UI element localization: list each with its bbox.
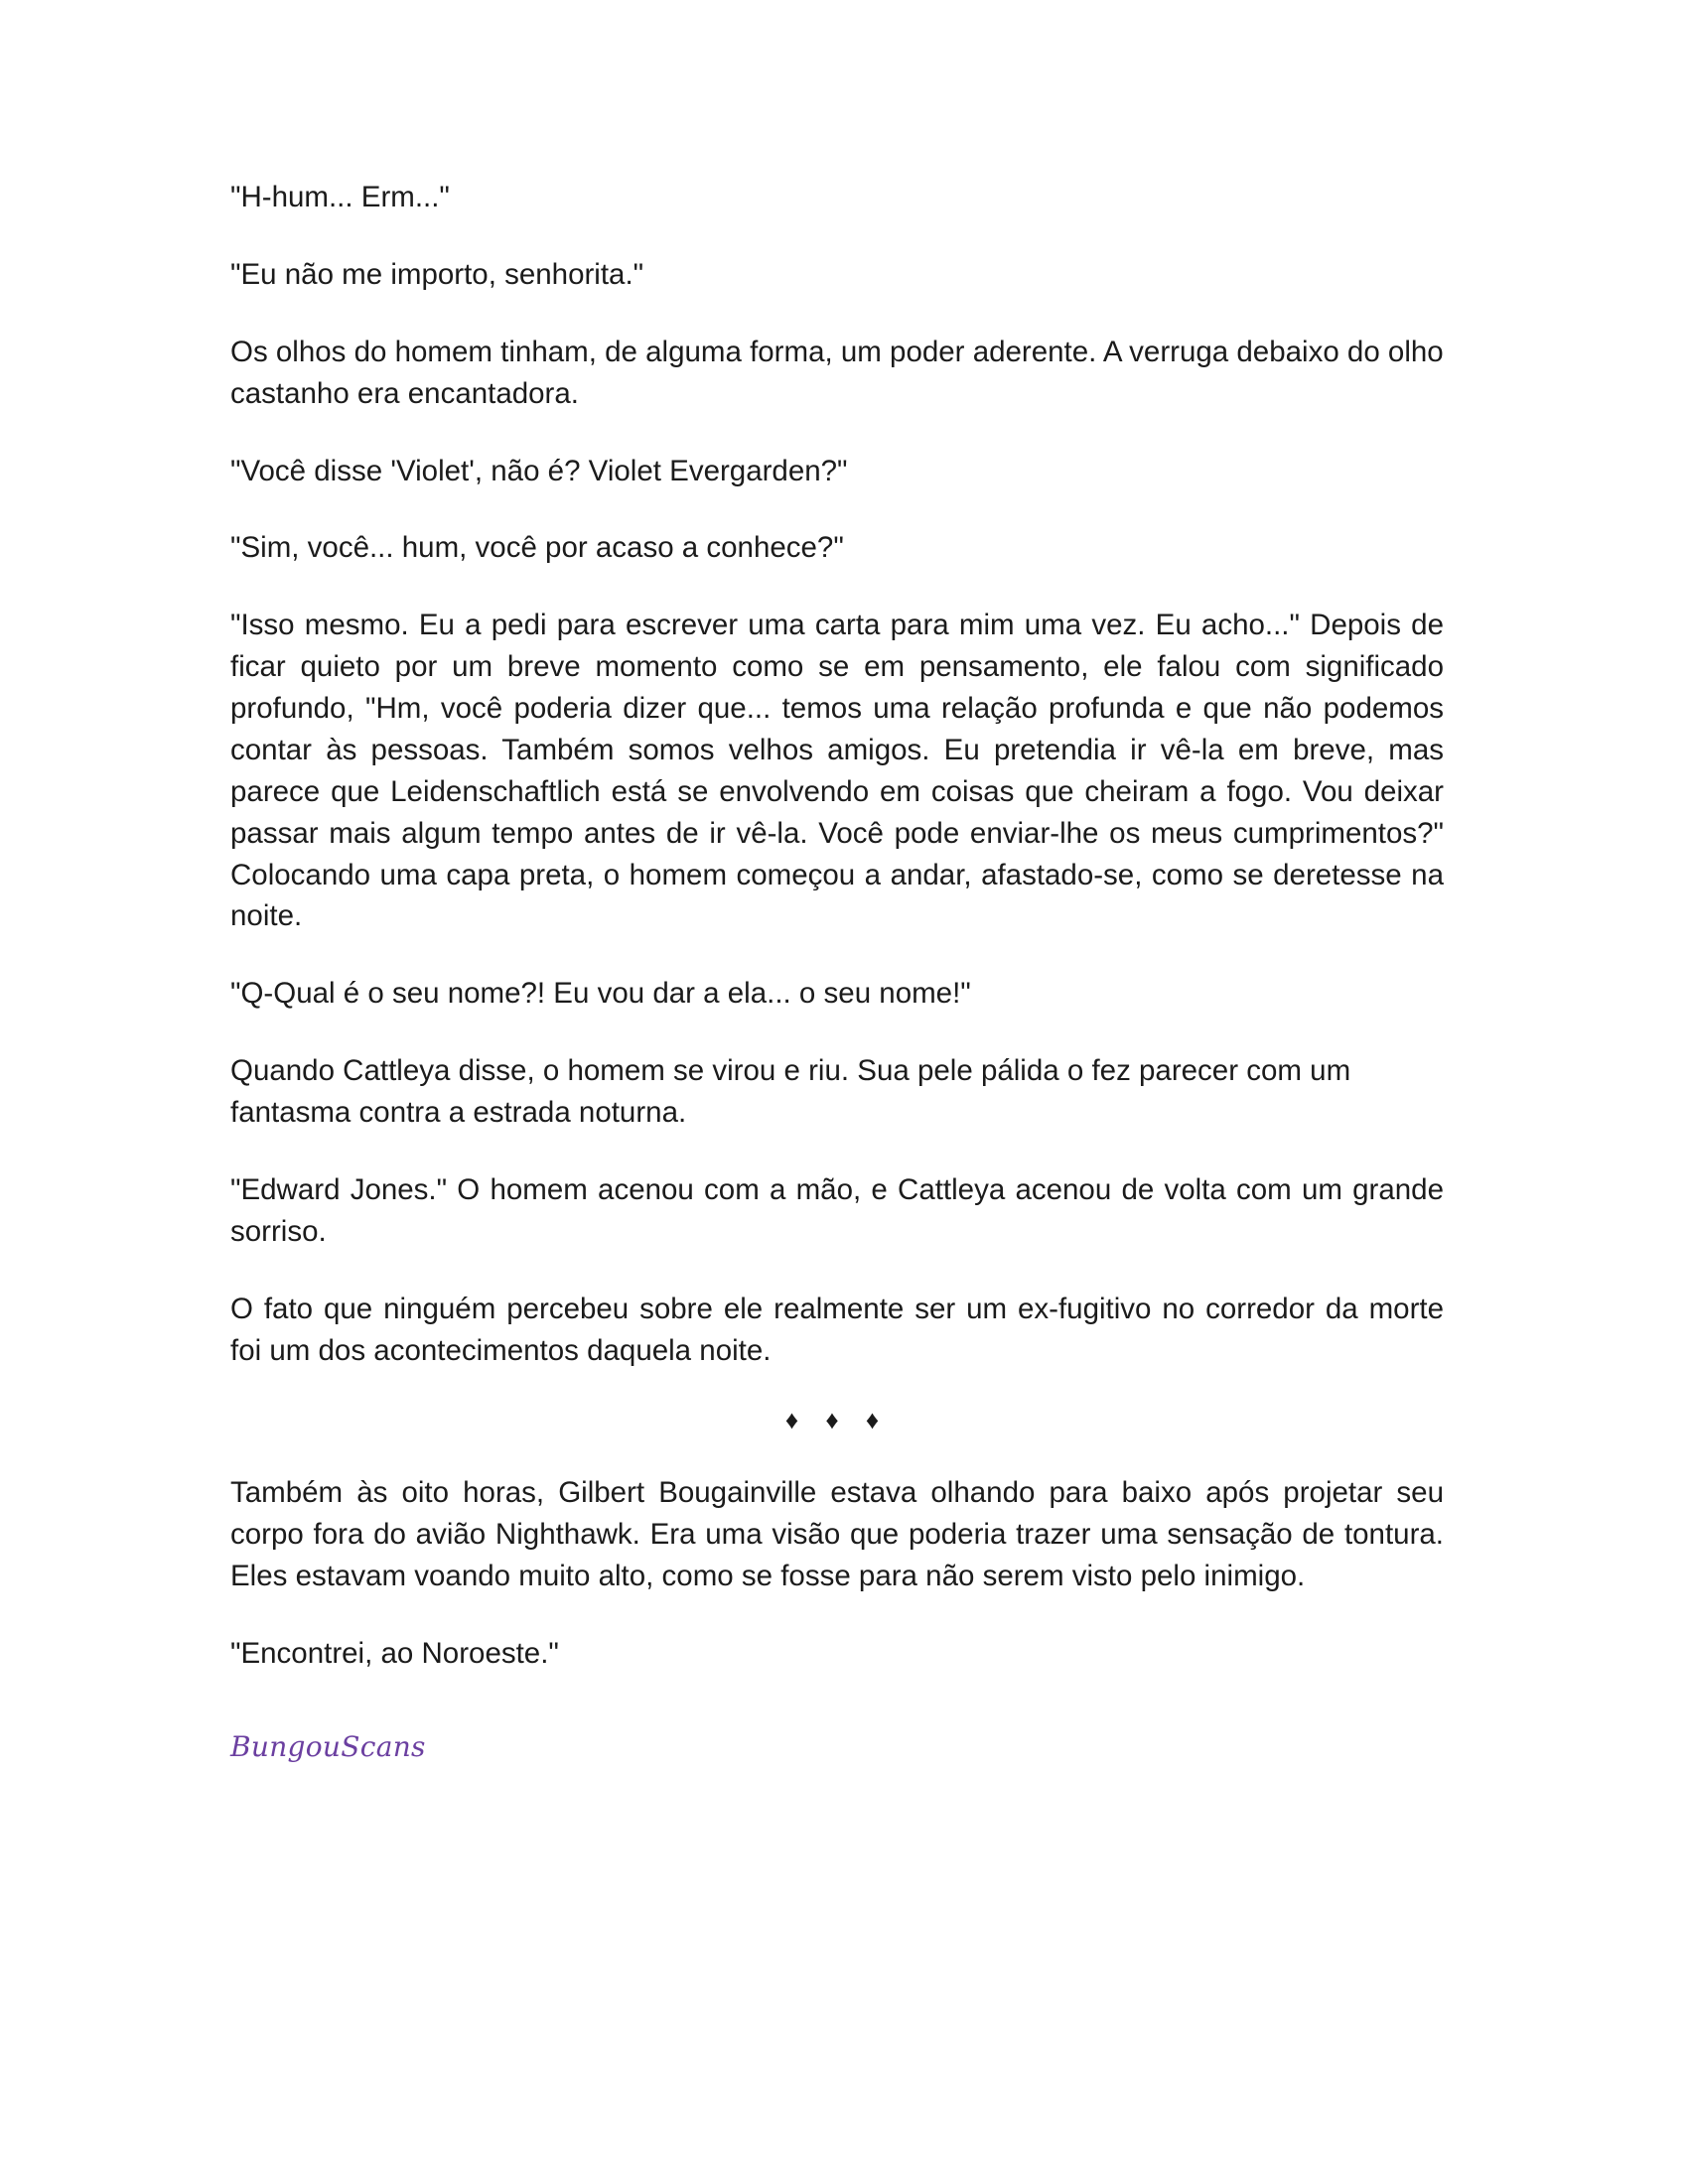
paragraph: Quando Cattleya disse, o homem se virou e riu. Sua pele pálida o fez parecer com um fantasma contra a estrada noturna.: [230, 1054, 1351, 1129]
paragraph: "H-hum... Erm...": [230, 181, 450, 213]
paragraph: "Você disse 'Violet', não é? Violet Evergarden?": [230, 454, 848, 487]
paragraph: "Edward Jones." O homem acenou com a mão, e Cattleya acenou de volta com um grande sorriso.: [230, 1172, 1444, 1248]
paragraph: O fato que ninguém percebeu sobre ele realmente ser um ex-fugitivo no corredor da morte foi um dos acontecimentos daquela noite.: [230, 1292, 1444, 1367]
document-body: [230, 177, 1444, 1763]
paragraph: "Sim, você... hum, você por acaso a conhece?": [230, 531, 844, 565]
paragraph: "Q-Qual é o seu nome?! Eu vou dar a ela... o seu nome!": [230, 977, 971, 1011]
paragraph: "Encontrei, ao Noroeste.": [230, 1637, 559, 1670]
paragraph: Também às oito horas, Gilbert Bougainville estava olhando para baixo após projetar seu corpo fora do avião Nighthawk. Era uma visão que poderia trazer uma sensação de tontura. Eles estavam voando muito alto, como se fosse para não serem visto pelo inimigo.: [230, 1476, 1444, 1593]
section-divider: ♦ ♦ ♦: [784, 1405, 890, 1435]
watermark: BungouScans: [230, 1729, 426, 1763]
paragraph: "Eu não me importo, senhorita.": [230, 257, 644, 291]
paragraph: "Isso mesmo. Eu a pedi para escrever uma carta para mim uma vez. Eu acho..." Depois de ficar quieto por um breve momento como se em pensamento, ele falou com significado profundo, "Hm, você poderia dizer que... temos uma relação profunda e que não podemos contar às pessoas. Também somos velhos amigos. Eu pretendia ir vê-la em breve, mas parece que Leidenschaftlich está se envolvendo em coisas que cheiram a fogo. Vou deixar passar mais algum tempo antes de ir vê-la. Você pode enviar-lhe os meus cumprimentos?" Colocando uma capa preta, o homem começou a andar, afastado-se, como se deretesse na noite.: [230, 609, 1444, 933]
paragraph: Os olhos do homem tinham, de alguma forma, um poder aderente. A verruga debaixo do olho castanho era encantadora.: [230, 335, 1444, 410]
